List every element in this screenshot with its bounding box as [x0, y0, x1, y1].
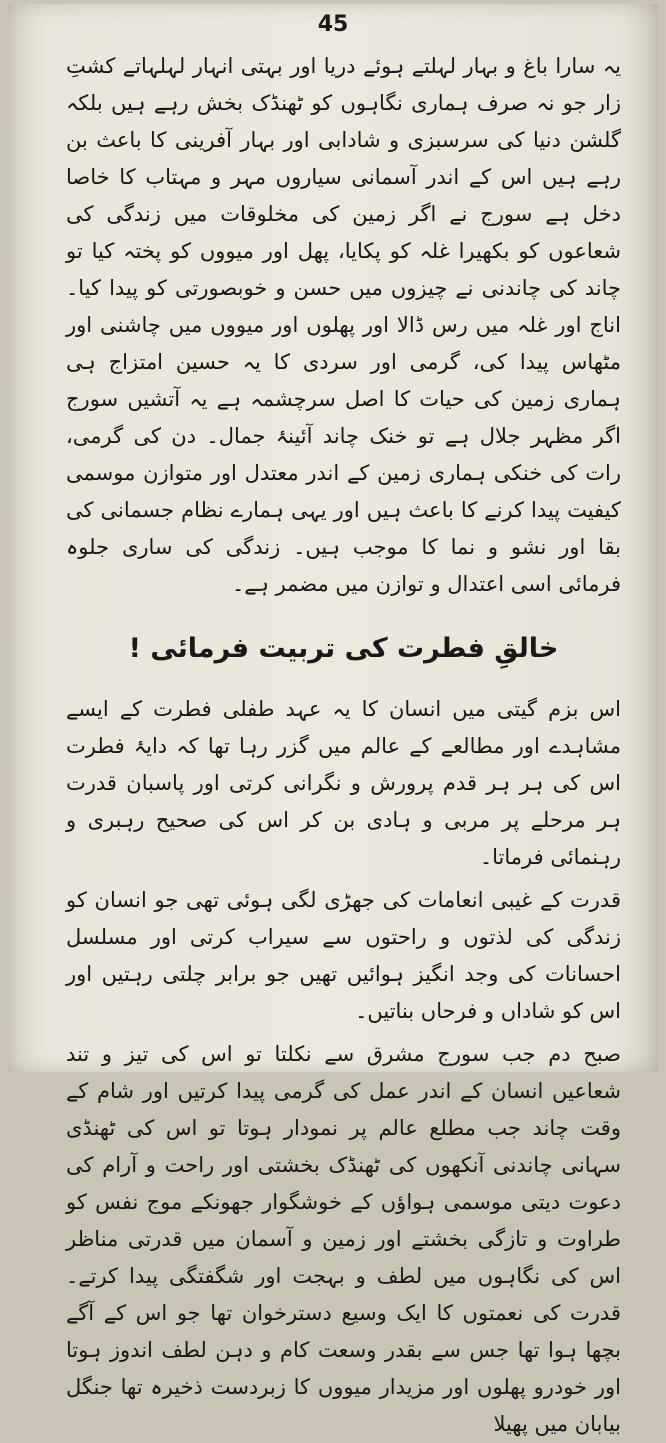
- section-heading: خالقِ فطرت کی تربیت فرمائی !: [128, 632, 559, 664]
- book-page: [8, 4, 658, 1436]
- page-content: [66, 48, 621, 1443]
- page-number: 45: [317, 12, 349, 37]
- paragraph-morning-and-evening: صبح دم جب سورج مشرق سے نکلتا تو اس کی تیز و تند شعاعیں انسان کے اندر عمل کی گرمی پیدا کرتیں اور شام کے وقت چاند جب مطلع عالم پر نمودار ہوتا تو اس کی ٹھنڈی سہانی چاندنی آنکھوں کی ٹھنڈک بخشتی اور راحت و آرام کی دعوت دیتی موسمی ہواؤں کے خوشگوار جھونکے موج نفس کو طراوت و تازگی بخشتے اور زمین و آسمان میں قدرتی مناظر اس کی نگاہوں میں لطف و بہجت اور شگفتگی پیدا کرتے۔ قدرت کی نعمتوں کا ایک وسیع دسترخوان تھا جو اس کے آگے بچھا ہوا تھا جس سے بقدر وسعت کام و دہن لطف اندوز ہوتا اور خودرو پھلوں اور مزیدار میووں کا زبردست ذخیرہ تھا جنگل بیابان میں پھیلا: [66, 1042, 621, 1436]
- section-heading-container: [66, 617, 621, 679]
- paragraph-sun-and-moon: یہ سارا باغ و بہار لہلتے ہوئے دریا اور بہتی انہار لہلہاتے کشتِ زار جو نہ صرف ہماری نگاہوں کو ٹھنڈک بخش رہے ہیں بلکہ گلشن دنیا کی سرسبزی و شادابی اور بہار آفرینی کا باعث بن رہے ہیں اس کے اندر آسمانی سیاروں مہر و مہتاب کا خاصا دخل ہے سورج نے اگر زمین کی مخلوقات میں زندگی کی شعاعوں کو بکھیرا غلہ کو پکایا، پھل اور میووں کو پختہ کیا تو چاند کی چاندنی نے چیزوں میں حسن و خوبصورتی کو پیدا کیا۔ اناج اور غلہ میں رس ڈالا اور پھلوں اور میووں میں چاشنی اور مٹھاس پیدا کی، گرمی اور سردی کا یہ حسین امتزاج ہی ہماری زمین کی حیات کا اصل سرچشمہ ہے یہ آتشیں سورج اگر مظہر جلال ہے تو خنک چاند آئینۂ جمال۔ دن کی گرمی، رات کی خنکی ہماری زمین کے اندر معتدل اور متوازن موسمی کیفیت پیدا کرنے کا باعث ہیں اور یہی ہمارے نظام جسمانی کی بقا اور نشو و نما کا موجب ہیں۔ زندگی کی ساری جلوہ فرمائی اسی اعتدال و توازن میں مضمر ہے۔: [66, 54, 621, 596]
- paragraph-childhood-of-man: اس بزم گیتی میں انسان کا یہ عہد طفلی فطرت کے ایسے مشاہدے اور مطالعے کے عالم میں گزر رہا تھا کہ دایۂ فطرت اس کی ہر ہر قدم پرورش و نگرانی کرتی اور پاسبان قدرت ہر مرحلے پر مربی و ہادی بن کر اس کی صحیح رہبری و رہنمائی فرماتا۔: [66, 697, 621, 869]
- paragraph-divine-blessings: قدرت کے غیبی انعامات کی جھڑی لگی ہوئی تھی جو انسان کو زندگی کی لذتوں و راحتوں سے سیراب کرتی اور مسلسل احسانات کی وجد انگیز ہوائیں تھیں جو برابر چلتی رہتیں اور اس کو شاداں و فرحاں بناتیں۔: [66, 888, 621, 1023]
